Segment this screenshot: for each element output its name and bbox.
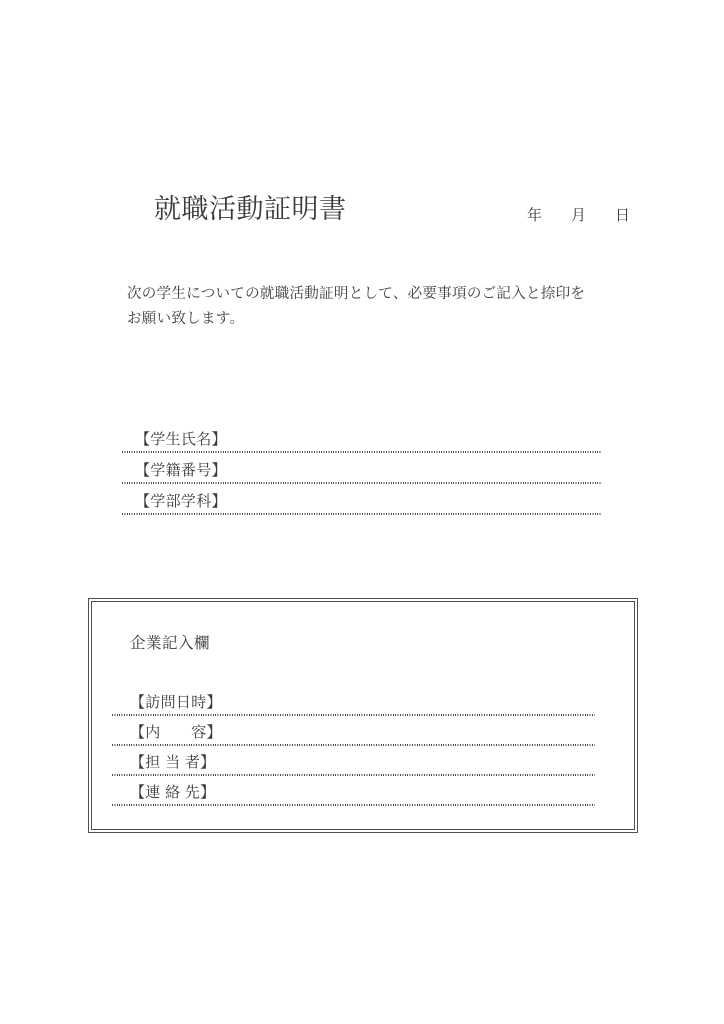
- date-year-label: 年: [527, 207, 543, 224]
- faculty-department-field: [122, 489, 601, 515]
- student-name-field: [122, 427, 601, 453]
- faculty-department-field-label: 【学部学科】: [135, 493, 227, 510]
- date-day-label: 日: [614, 207, 630, 224]
- intro-line-1: 次の学生についての就職活動証明として、必要事項のご記入と捺印を: [127, 286, 586, 302]
- fill-in-line: [122, 513, 601, 515]
- company-entry-heading: 企業記入欄: [130, 635, 211, 652]
- contact-field: [112, 780, 595, 806]
- person-in-charge-field: [112, 750, 595, 776]
- company-entry-box: [88, 598, 638, 833]
- visit-datetime-field: [112, 690, 595, 716]
- student-id-field-label: 【学籍番号】: [135, 462, 227, 479]
- content-field: [112, 720, 595, 746]
- student-id-field: [122, 458, 601, 484]
- person-in-charge-field-label: 【担 当 者】: [130, 754, 216, 771]
- fill-in-line: [112, 714, 595, 716]
- intro-line-2: お願い致します。: [127, 311, 245, 327]
- fill-in-line: [112, 774, 595, 776]
- content-field-label: 【内 容】: [130, 724, 222, 741]
- fill-in-line: [122, 482, 601, 484]
- contact-field-label: 【連 絡 先】: [130, 784, 216, 801]
- visit-datetime-field-label: 【訪問日時】: [130, 694, 222, 711]
- date-month-label: 月: [570, 207, 586, 224]
- intro-text: [127, 282, 585, 332]
- fill-in-line: [122, 451, 601, 453]
- document-title: 就職活動証明書: [154, 194, 347, 224]
- fill-in-line: [112, 744, 595, 746]
- fill-in-line: [112, 804, 595, 806]
- date-line: [527, 206, 630, 226]
- student-name-field-label: 【学生氏名】: [135, 431, 227, 448]
